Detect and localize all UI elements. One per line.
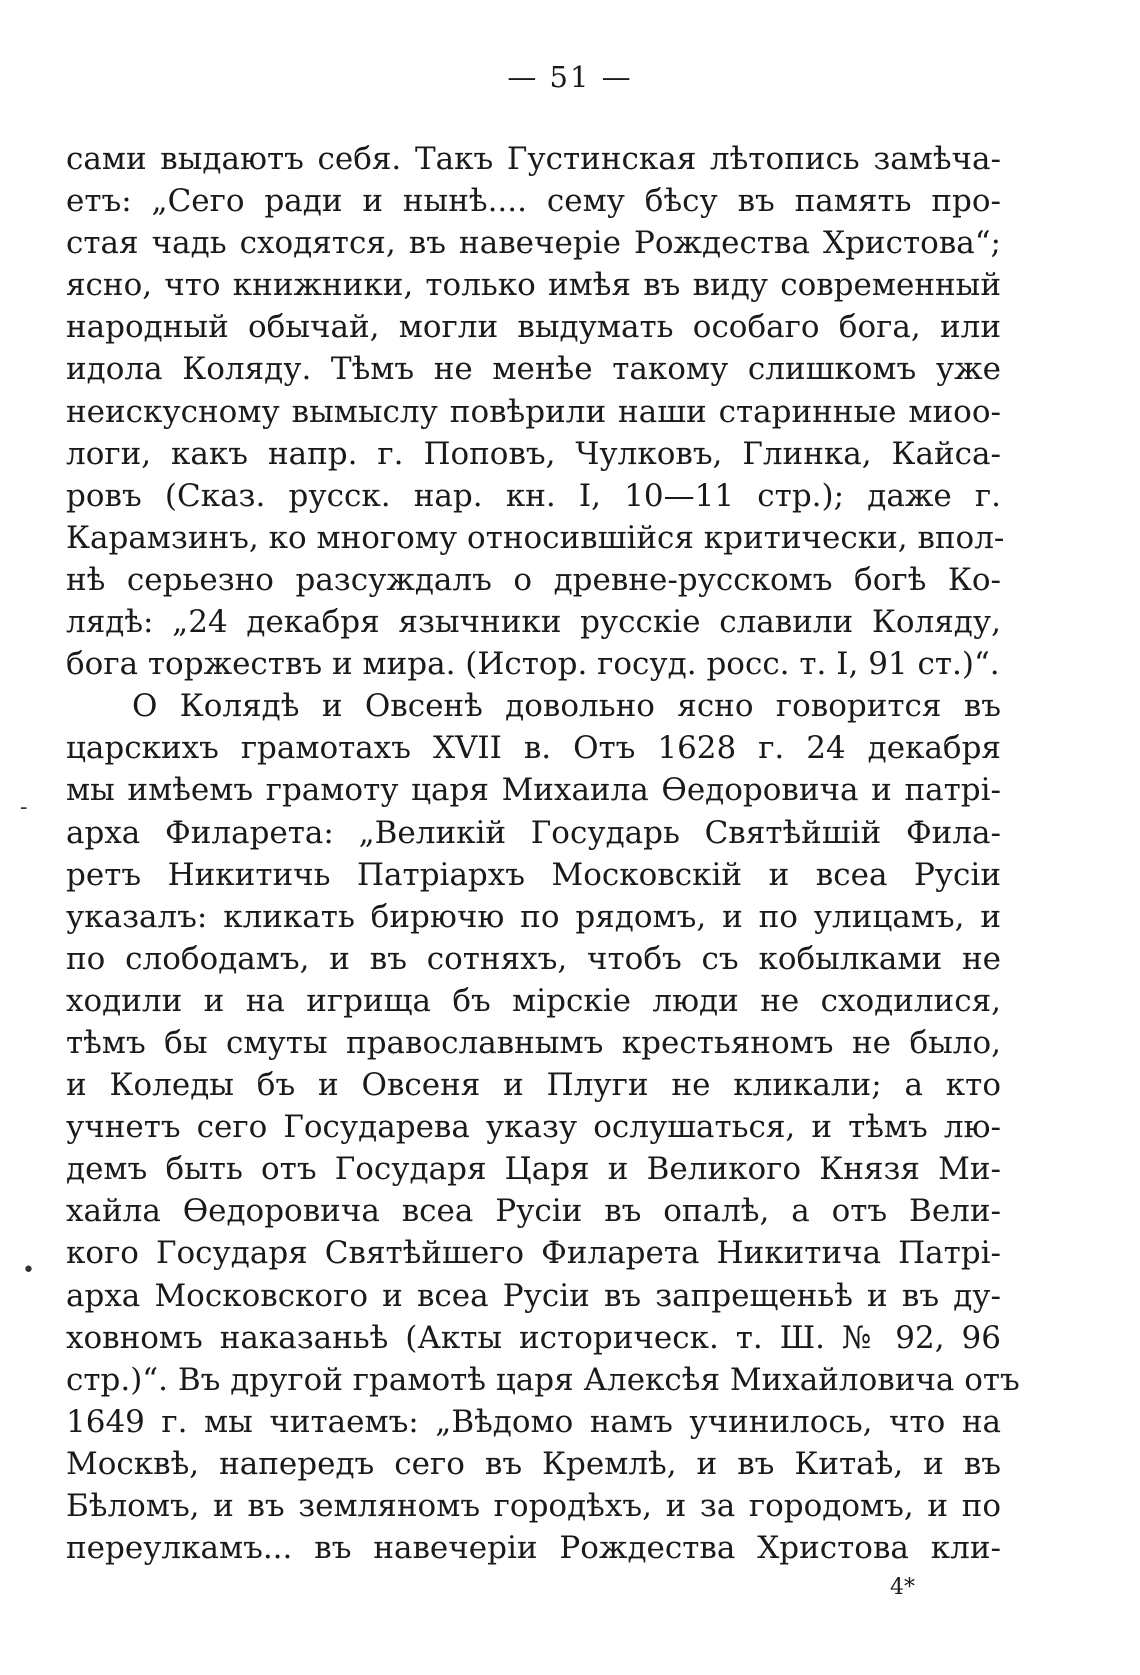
text-line: переулкамъ... въ навечеріи Рождества Христова кли- — [66, 1530, 1001, 1567]
text-line: арха Московского и всеа Русіи въ запрещеньѣ и въ ду- — [66, 1277, 1001, 1314]
text-line: стая чадь сходятся, въ навечеріе Рождества Христова“; — [66, 225, 1001, 262]
text-line: Бѣломъ, и въ земляномъ городѣхъ, и за городомъ, и по — [66, 1488, 1001, 1524]
text-line: идола Коляду. Тѣмъ не менѣе такому слишкомъ уже — [66, 351, 1001, 388]
body-text — [66, 138, 1020, 1569]
text-line: лядѣ: „24 декабря язычники русскіе славили Коляду, — [66, 604, 1001, 641]
text-line: учнетъ сего Государева указу ослушаться, и тѣмъ лю- — [66, 1109, 1001, 1146]
text-line: кого Государя Святѣйшего Филарета Никитича Патрі- — [66, 1235, 1001, 1272]
text-line: бога торжествъ и мира. (Истор. госуд. росс. т. I, 91 ст.)“. — [66, 646, 1000, 683]
text-line: 1649 г. мы читаемъ: „Вѣдомо намъ учинилось, что на — [66, 1403, 1001, 1440]
margin-dot-mark: • — [22, 1258, 35, 1283]
text-line: Москвѣ, напередъ сего въ Кремлѣ, и въ Китаѣ, и въ — [66, 1445, 1001, 1482]
page-number: — 51 — — [507, 60, 633, 94]
text-line: етъ: „Сего ради и нынѣ.... сему бѣсу въ память про- — [66, 183, 1001, 220]
text-line: логи, какъ напр. г. Поповъ, Чулковъ, Глинка, Кайса- — [66, 435, 1001, 472]
text-line: тѣмъ бы смуты православнымъ крестьяномъ не было, — [66, 1024, 1001, 1061]
text-line: ретъ Никитичь Патріархъ Московскій и всеа Русіи — [66, 856, 1001, 893]
text-line: ясно, что книжники, только имѣя въ виду современный — [66, 267, 1001, 304]
text-line: мы имѣемъ грамоту царя Михаила Ѳедоровича и патрі- — [66, 772, 1001, 809]
paragraph-start-line: О Колядѣ и Овсенѣ довольно ясно говорится въ — [132, 688, 1001, 725]
text-line: ходили и на игрища бъ мірскіе люди не сходилися, — [66, 982, 1001, 1019]
text-line: народный обычай, могли выдумать особаго бога, или — [66, 309, 1001, 346]
text-line: неискусному вымыслу повѣрили наши старинные миоо- — [66, 393, 1001, 430]
text-line: сами выдаютъ себя. Такъ Густинская лѣтопись замѣча- — [66, 141, 1001, 177]
text-line: указалъ: кликать бирючю по рядомъ, и по улицамъ, и — [66, 898, 1001, 935]
text-line: ховномъ наказаньѣ (Акты историческ. т. Ш. № 92, 96 — [66, 1319, 1001, 1356]
text-line: арха Филарета: „Великій Государь Святѣйшій Фила- — [66, 814, 1001, 851]
text-line: царскихъ грамотахъ XVII в. Отъ 1628 г. 24 декабря — [66, 730, 1001, 767]
margin-dash-mark: - — [20, 795, 28, 820]
text-line: Карамзинъ, ко многому относившійся критически, впол- — [66, 519, 1005, 556]
text-line: нѣ серьезно разсуждалъ о древне-русскомъ богѣ Ко- — [66, 561, 1001, 598]
text-line: по слободамъ, и въ сотняхъ, чтобъ съ кобылками не — [66, 940, 1001, 977]
text-line: стр.)“. Въ другой грамотѣ царя Алексѣя Михайловича отъ — [66, 1361, 1020, 1398]
signature-mark: 4* — [890, 1575, 915, 1600]
text-line: и Коледы бъ и Овсеня и Плуги не кликали; а кто — [66, 1067, 1001, 1104]
text-line: ровъ (Сказ. русск. нар. кн. I, 10—11 стр.); даже г. — [66, 477, 1001, 514]
text-line: хайла Ѳедоровича всеа Русіи въ опалѣ, а отъ Вели- — [66, 1193, 1001, 1230]
text-line: демъ быть отъ Государя Царя и Великого Князя Ми- — [66, 1151, 1001, 1188]
